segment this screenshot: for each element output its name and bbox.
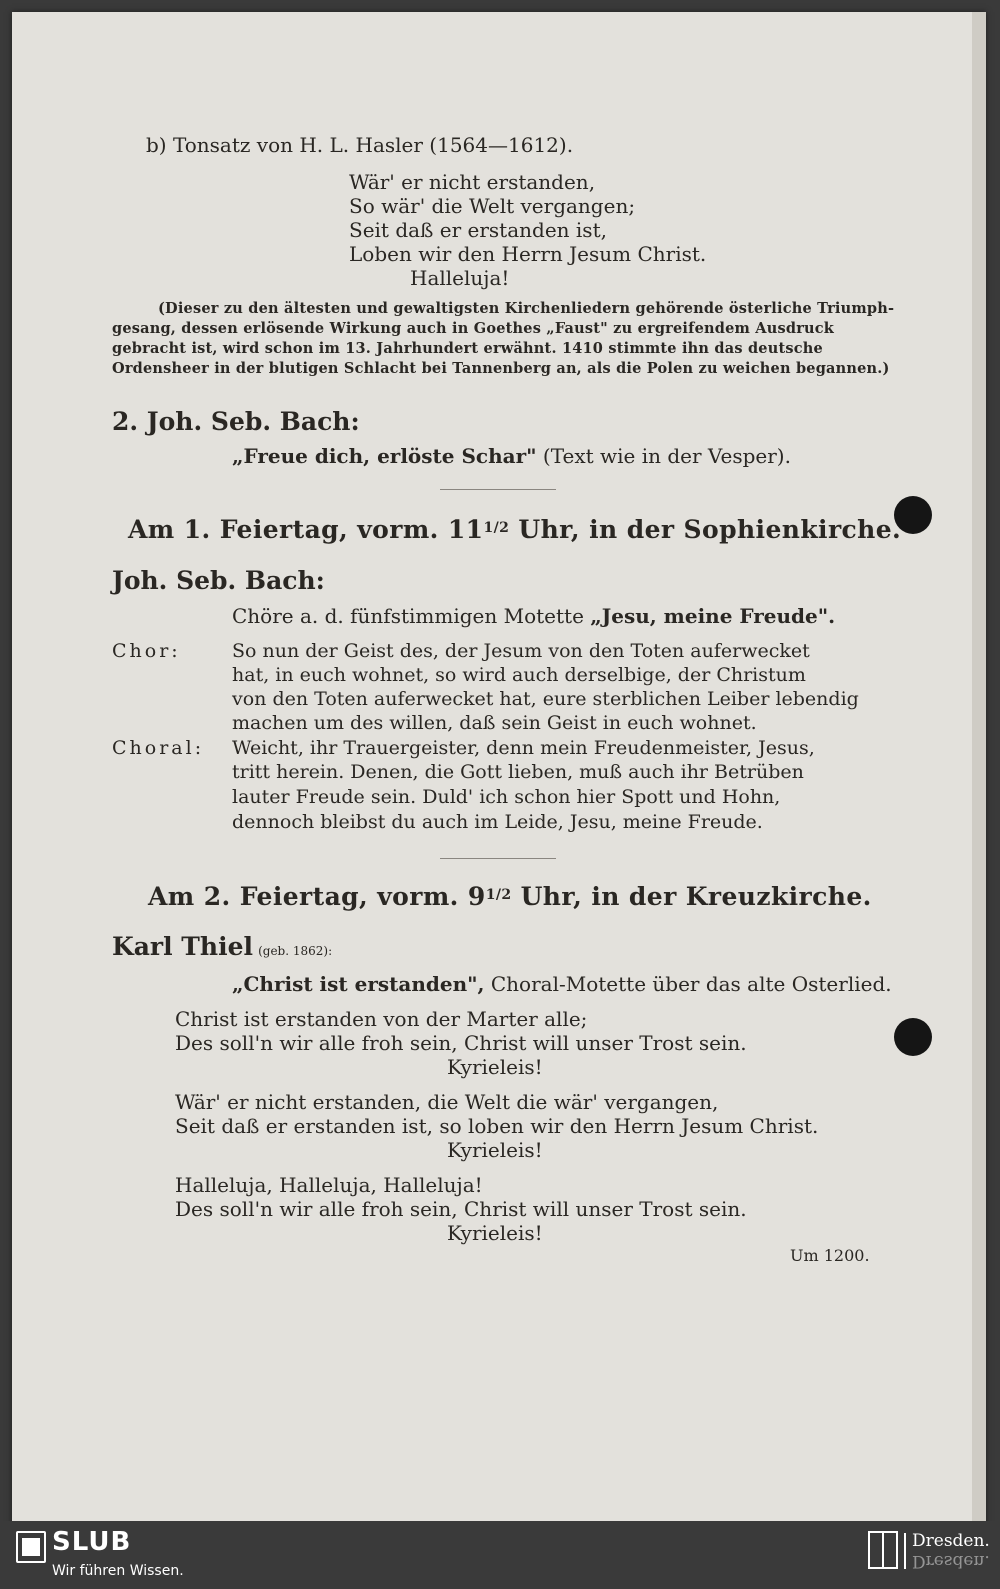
page-edge <box>972 12 986 1528</box>
verse-line: Loben wir den Herrn Jesum Christ. <box>349 242 707 266</box>
choral-line: lauter Freude sein. Duld' ich schon hier Spott und Hohn, <box>232 786 781 808</box>
stanza-line: Seit daß er erstanden ist, so loben wir den Herrn Jesum Christ. <box>175 1114 819 1138</box>
heading-fraction: 1/2 <box>485 887 512 903</box>
divider <box>440 489 556 490</box>
heading-post: Uhr, in der Kreuzkirche. <box>511 882 872 911</box>
note-line: Ordensheer in der blutigen Schlacht bei Tannenberg an, als die Polen zu weichen begannen.) <box>112 360 890 377</box>
work-note: (Text wie in der Vesper). <box>542 444 791 468</box>
feiertag2-composer-line <box>112 932 332 961</box>
brand-slogan: Wir führen Wissen. <box>52 1563 184 1579</box>
section-2-heading: 2. Joh. Seb. Bach: <box>112 407 360 436</box>
verse-line: So wär' die Welt vergangen; <box>349 194 636 218</box>
chor-line: machen um des willen, daß sein Geist in euch wohnet. <box>232 712 757 734</box>
subtitle-pre: Chöre a. d. fünfstimmigen Motette <box>232 604 591 628</box>
heading-pre: Am 2. Feiertag, vorm. 9 <box>148 882 486 911</box>
brand-name: SLUB <box>52 1527 132 1557</box>
choral-label: Choral: <box>112 737 205 759</box>
note-line: gebracht ist, wird schon im 13. Jahrhundert erwähnt. 1410 stimmte ihn das deutsche <box>112 340 823 357</box>
heading-fraction: 1/2 <box>483 520 510 536</box>
city-name-mirror: Dresden. <box>912 1551 990 1571</box>
date-note: Um 1200. <box>790 1246 870 1265</box>
choral-line: Weicht, ihr Trauergeister, denn mein Freudenmeister, Jesus, <box>232 737 815 759</box>
halleluja: Halleluja! <box>410 266 510 290</box>
slub-logo-icon <box>16 1531 46 1563</box>
divider <box>440 858 556 859</box>
chor-line: hat, in euch wohnet, so wird auch derselbige, der Christum <box>232 664 806 686</box>
choral-line: dennoch bleibst du auch im Leide, Jesu, meine Freude. <box>232 811 763 833</box>
stanza-line: Halleluja, Halleluja, Halleluja! <box>175 1173 483 1197</box>
punch-hole <box>894 1018 932 1056</box>
refrain: Kyrieleis! <box>447 1055 543 1079</box>
feiertag1-subtitle <box>232 604 835 628</box>
refrain: Kyrieleis! <box>447 1138 543 1162</box>
dresden-crest-icon <box>868 1531 898 1569</box>
feiertag1-heading <box>128 515 901 544</box>
feiertag1-composer: Joh. Seb. Bach: <box>112 566 325 595</box>
stanza-line: Des soll'n wir alle froh sein, Christ will unser Trost sein. <box>175 1197 747 1221</box>
heading-post: Uhr, in der Sophienkirche. <box>509 515 902 544</box>
subtitle-rest: Choral-Motette über das alte Osterlied. <box>484 972 892 996</box>
stanza-line: Wär' er nicht erstanden, die Welt die wär' vergangen, <box>175 1090 719 1114</box>
work-title: „Freue dich, erlöste Schar" <box>232 444 537 468</box>
choral-line: tritt herein. Denen, die Gott lieben, muß auch ihr Betrüben <box>232 761 804 783</box>
feiertag2-subtitle <box>232 972 892 996</box>
section-2-work <box>232 444 791 468</box>
subtitle-title: „Christ ist erstanden", <box>232 972 485 996</box>
section-b-heading: b) Tonsatz von H. L. Hasler (1564—1612). <box>146 133 574 157</box>
refrain: Kyrieleis! <box>447 1221 543 1245</box>
chor-label: Chor: <box>112 640 181 662</box>
subtitle-title: „Jesu, meine Freude". <box>590 604 836 628</box>
verse-line: Wär' er nicht erstanden, <box>349 170 596 194</box>
chor-line: von den Toten auferwecket hat, eure sterblichen Leiber lebendig <box>232 688 859 710</box>
verse-line: Seit daß er erstanden ist, <box>349 218 607 242</box>
note-line: (Dieser zu den ältesten und gewaltigsten Kirchenliedern gehörende österliche Triumph- <box>158 300 895 317</box>
feiertag2-heading <box>148 882 872 911</box>
stanza-line: Des soll'n wir alle froh sein, Christ will unser Trost sein. <box>175 1031 747 1055</box>
footer-bar <box>0 1521 1000 1589</box>
composer-note: (geb. 1862): <box>258 944 333 958</box>
heading-pre: Am 1. Feiertag, vorm. 11 <box>128 515 484 544</box>
stanza-line: Christ ist erstanden von der Marter alle; <box>175 1007 588 1031</box>
chor-line: So nun der Geist des, der Jesum von den Toten auferwecket <box>232 640 810 662</box>
note-line: gesang, dessen erlösende Wirkung auch in Goethes „Faust" zu ergreifendem Ausdruck <box>112 320 835 337</box>
logo-divider <box>904 1533 906 1569</box>
city-name: Dresden. <box>912 1531 990 1551</box>
feiertag2-composer: Karl Thiel <box>112 932 253 961</box>
